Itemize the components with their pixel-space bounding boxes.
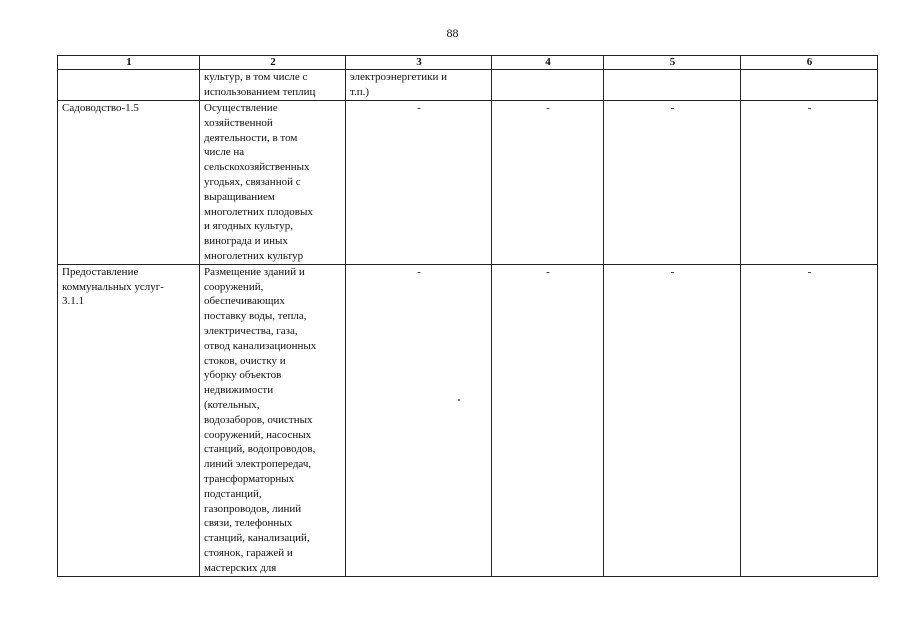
cell-col5: [604, 70, 741, 101]
table-row-gardening: [58, 101, 878, 265]
column-header-2: 2: [200, 56, 346, 70]
column-header-3: 3: [346, 56, 492, 70]
table-header-row: [58, 56, 878, 70]
cell-col3: -: [346, 101, 492, 265]
table-row-continuation: [58, 70, 878, 101]
cell-use-description: культур, в том числе с использованием теплиц: [200, 70, 346, 101]
cell-use-type: Предоставление коммунальных услуг- 3.1.1: [58, 264, 200, 576]
cell-col6: [741, 70, 878, 101]
column-header-6: 6: [741, 56, 878, 70]
table-row-utilities: [58, 264, 878, 576]
page-number: 88: [446, 26, 459, 40]
land-use-table: [57, 55, 878, 577]
cell-use-description: Осуществление хозяйственной деятельности, в том числе на сельскохозяйственных угодьях, связанной с выращиванием многолетних плодовых и ягодных культур, винограда и иных многолетних культур: [200, 101, 346, 265]
cell-col4: -: [492, 264, 604, 576]
cell-col5: -: [604, 101, 741, 265]
cell-col4: -: [492, 101, 604, 265]
cell-use-description: Размещение зданий и сооружений, обеспечивающих поставку воды, тепла, электричества, газа, отвод канализационных стоков, очистку и уборку объектов недвижимости (котельных, водозаборов, очистных сооружений, насосных станций, водопроводов, линий электропередач, трансформаторных подстанций, газопроводов, линий связи, телефонных станций, канализаций, стоянок, гаражей и мастерских для: [200, 264, 346, 576]
column-header-1: 1: [58, 56, 200, 70]
column-header-5: 5: [604, 56, 741, 70]
cell-col5: -: [604, 264, 741, 576]
cell-col3: -: [346, 264, 492, 576]
cell-col6: -: [741, 264, 878, 576]
cell-use-type: Садоводство-1.5: [58, 101, 200, 265]
column-header-4: 4: [492, 56, 604, 70]
cell-col6: -: [741, 101, 878, 265]
scan-speck: [458, 399, 460, 401]
cell-use-type: [58, 70, 200, 101]
cell-col3: электроэнергетики и т.п.): [346, 70, 492, 101]
cell-col4: [492, 70, 604, 101]
